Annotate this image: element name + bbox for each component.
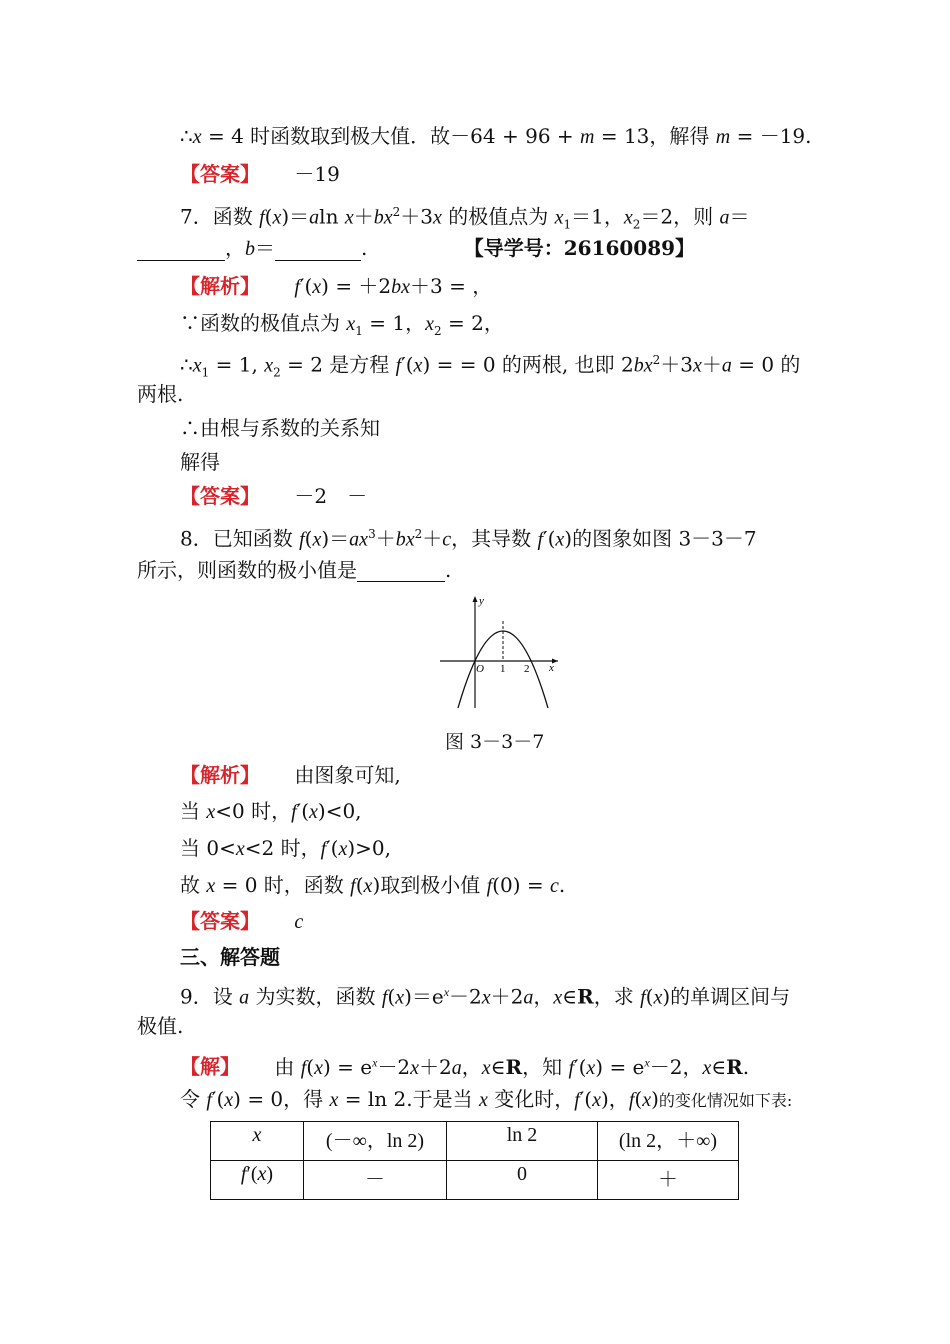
y-axis-arrow xyxy=(473,596,478,602)
guide-number: 【导学号：26160089】 xyxy=(463,236,696,260)
var: x xyxy=(192,126,202,148)
solution-9-line1: 【解】 由 $f(x) = e^x-2x+2a$，x∈R，知 $f'(x) = e^x-2$，x∈R. xyxy=(180,1054,750,1079)
answer-value: c xyxy=(294,911,304,933)
answer-tag: 【答案】 xyxy=(180,484,260,508)
table-cell: f′(x) xyxy=(211,1161,304,1200)
solution-7-line1: 【解析】 f′(x) = ＋2bx＋3 = ， xyxy=(180,274,493,298)
solution-7-line3: $\therefore x_1 = 1$, $x_2 = 2$ 是方程 f′(x) = = 0 的两根, 也即 $2bx^2+3x+a = 0$ 的 xyxy=(180,352,801,380)
table-row xyxy=(211,1161,739,1200)
answer-blank xyxy=(137,240,225,261)
solution-8-line1: 当 x<0 时，f′(x)<0, xyxy=(180,799,362,823)
table-cell: ln 2 xyxy=(447,1122,598,1161)
answer-line xyxy=(180,162,340,186)
solution-8-line2: 当 0<x<2 时，f′(x)>0, xyxy=(180,836,392,860)
question-9: 9．设 a 为实数，函数 $f(x)=e^x-2x+2a$，x∈R，求 f(x)的单调区间与 xyxy=(180,984,791,1009)
solution-7-line4: 两根. xyxy=(137,382,184,406)
question-7-line2: ，b＝ . 【导学号：26160089】 xyxy=(137,236,695,261)
table-cell: ＋ xyxy=(598,1161,739,1200)
answer-value: －2 － xyxy=(294,484,368,508)
solution-7-line5: ∴由根与系数的关系知 xyxy=(180,416,380,440)
var: m xyxy=(580,126,595,148)
solution-7-line6: 解得 xyxy=(180,450,220,474)
section-heading: 三、解答题 xyxy=(180,945,280,969)
solution-tag: 【解】 xyxy=(180,1054,240,1079)
answer-line xyxy=(180,484,367,508)
solution-8-line3: 故 x = 0 时，函数 f(x)取到极小值 f(0) = c. xyxy=(180,873,566,897)
table-cell: 0 xyxy=(447,1161,598,1200)
table-cell: x xyxy=(211,1122,304,1161)
figure-caption: 图 3－3－7 xyxy=(445,731,545,753)
question-8: 8．已知函数 $f(x)=ax^3+bx^2+c$，其导数 f′(x)的图象如图 3－3－7 xyxy=(180,526,757,551)
text: = 4 时函数取到极大值．故－64 + 96 + xyxy=(201,124,581,148)
table-cell: (－∞，ln 2) xyxy=(304,1122,447,1161)
solution-9-line2: 令 f′(x) = 0，得 x = ln 2.于是当 x 变化时，f′(x)，f(x)的变化情况如下表: xyxy=(180,1087,793,1111)
answer-blank xyxy=(357,561,445,582)
var: m xyxy=(715,126,731,148)
tick-label-1: 1 xyxy=(500,663,506,675)
answer-line xyxy=(180,909,303,934)
text: ∴ xyxy=(180,124,193,148)
question-8-line2: 所示，则函数的极小值是 . xyxy=(137,558,452,582)
y-label: y xyxy=(479,595,484,607)
tick-label-2: 2 xyxy=(524,663,530,675)
table-cell: － xyxy=(304,1161,447,1200)
text-line xyxy=(180,124,812,149)
table-row xyxy=(211,1122,739,1161)
answer-value: －19 xyxy=(294,162,340,186)
answer-tag: 【答案】 xyxy=(180,162,260,186)
solution-8-head xyxy=(180,763,401,787)
text: = 13，解得 xyxy=(594,124,716,148)
answer-blank xyxy=(275,240,361,261)
solution-tag: 【解析】 xyxy=(180,763,260,787)
table-cell: (ln 2，＋∞) xyxy=(598,1122,739,1161)
text: 由图象可知, xyxy=(294,763,401,787)
question-9-line2: 极值. xyxy=(137,1014,184,1038)
question-7: 7．函数 f(x)＝aln $x+bx^2+3x$ 的极值点为 $x_1=1$，$x_2=2$，则 a＝ xyxy=(180,204,750,232)
solution-tag: 【解析】 xyxy=(180,274,260,298)
variation-table xyxy=(210,1121,739,1200)
derivative-graph xyxy=(430,590,570,715)
x-label: x xyxy=(549,662,554,674)
text: = －19. xyxy=(730,124,812,148)
answer-tag: 【答案】 xyxy=(180,909,260,933)
origin-label: O xyxy=(476,663,484,675)
solution-7-line2: ∵函数的极值点为 $x_1 = 1$，$x_2 = 2$， xyxy=(180,311,504,338)
